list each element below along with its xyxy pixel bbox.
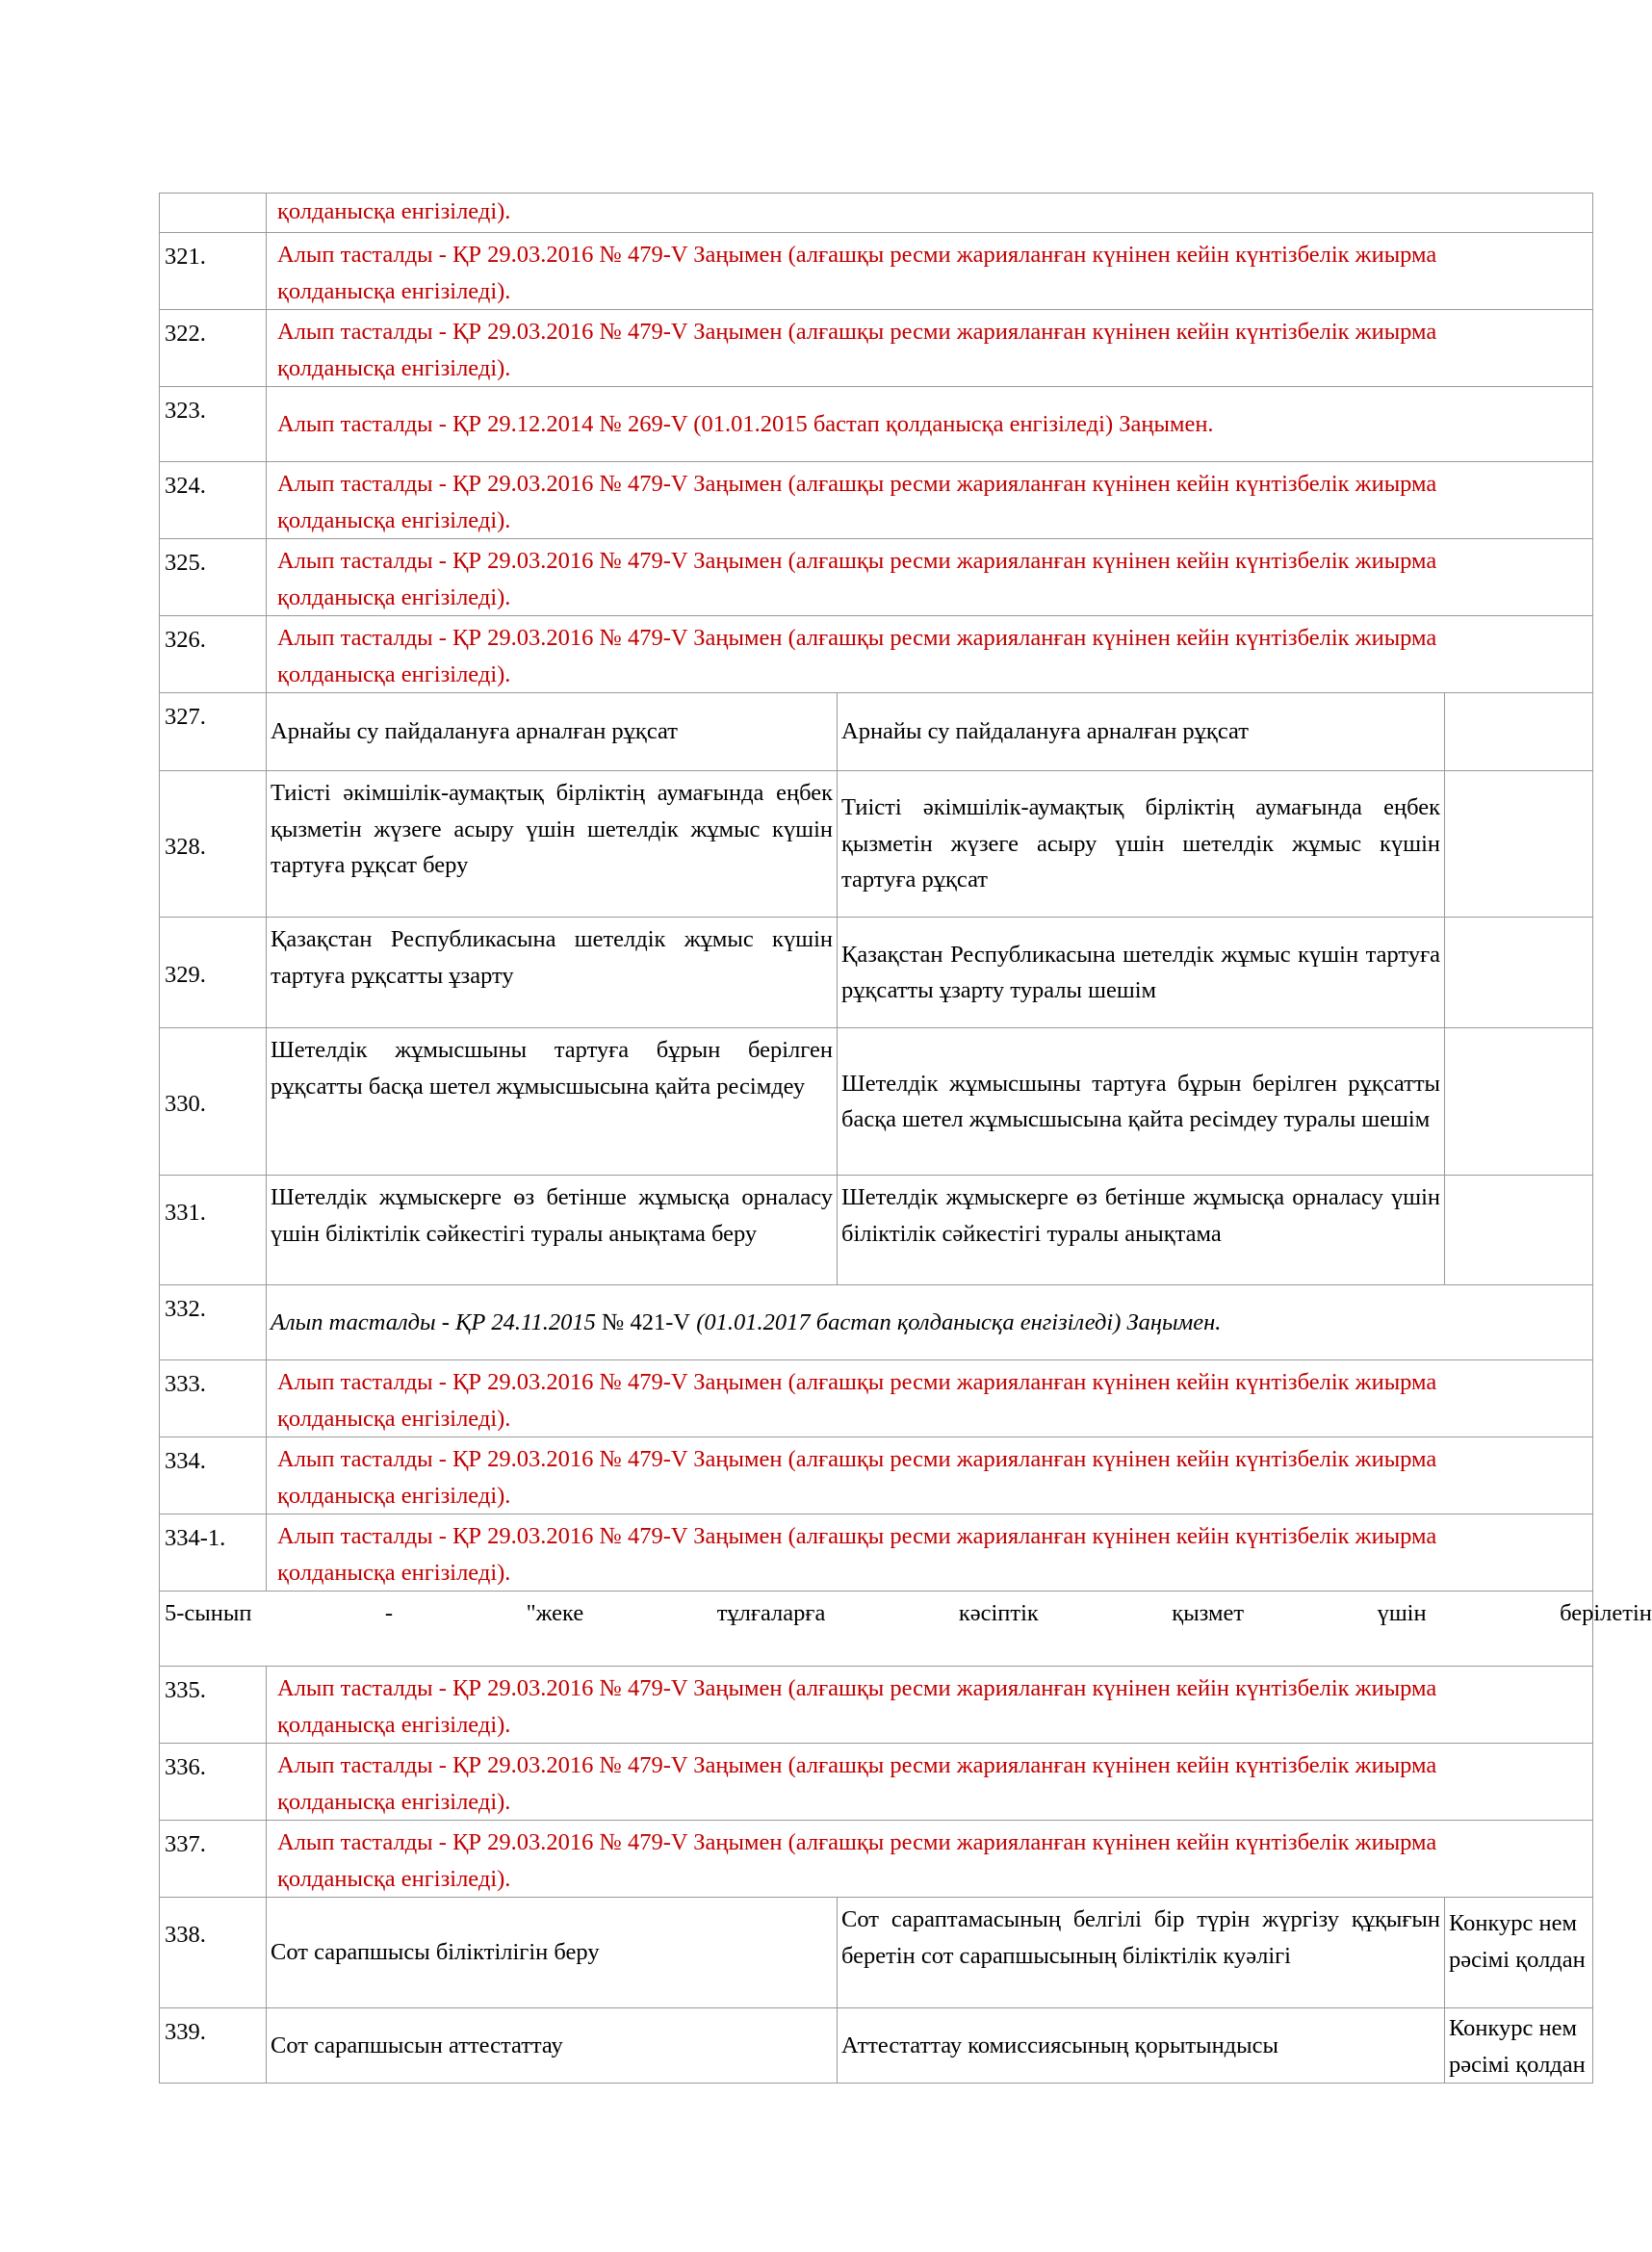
table-row [160,918,1593,1028]
service-name: Арнайы су пайдалануға арналған рұқсат [267,693,838,771]
deleted-note [267,310,1593,387]
row-number: 334-1. [160,1514,267,1592]
deleted-note-line: Алып тасталды - ҚР 29.03.2016 № 479-V Заңымен (алғашқы ресми жарияланған күнінен кейін күнтізбелік жиырма [277,1369,1437,1395]
deleted-note [267,1437,1593,1514]
deleted-note [267,1360,1593,1437]
result-document: Аттестаттау комиссиясының қорытындысы [838,2008,1445,2084]
deleted-note [267,1514,1593,1592]
row-number: 329. [160,918,267,1028]
remark-line: Конкурс нем [1449,2015,1578,2041]
deleted-note-line: Алып тасталды - ҚР 29.03.2016 № 479-V Заңымен (алғашқы ресми жарияланған күнінен кейін күнтізбелік жиырма [277,242,1437,268]
table-row [160,1028,1593,1176]
result-document: Қазақстан Республикасына шетелдік жұмыс күшін тартуға рұқсатты ұзарту туралы шешім [838,918,1445,1028]
remark-line: Конкурс нем [1449,1910,1578,1936]
law-number: № 421-V [601,1308,691,1335]
row-number: 339. [160,2008,267,2084]
service-name: Сот сарапшысы біліктілігін беру [267,1898,838,2008]
service-name: Шетелдік жұмысшыны тартуға бұрын берілген рұқсатты басқа шетел жұмысшысына қайта ресімдеу [267,1028,838,1176]
deleted-note [267,462,1593,539]
result-document: Тиісті әкімшілік-аумақтық бірліктің аумағында еңбек қызметін жүзеге асыру үшін шетелдік жұмыс күшін тартуға рұқсат [838,771,1445,918]
service-name: Шетелдік жұмыскерге өз бетінше жұмысқа орналасу үшін біліктілік сәйкестігі туралы анықтама беру [267,1176,838,1285]
permits-table [159,193,1652,2084]
service-name: Тиісті әкімшілік-аумақтық бірліктің аумағында еңбек қызметін жүзеге асыру үшін шетелдік жұмыс күшін тартуға рұқсат беру [267,771,838,918]
row-number: 324. [160,462,267,539]
table-row [160,310,1593,387]
service-name: Сот сарапшысын аттестаттау [267,2008,838,2084]
class-heading-word: берілетін [1560,1600,1652,1626]
deleted-note: қолданысқа енгізіледі). [267,194,1593,233]
class-heading-row [160,1592,1593,1667]
row-number: 337. [160,1821,267,1898]
deleted-note-line: қолданысқа енгізіледі). [277,354,511,381]
table-row [160,693,1593,771]
deleted-note-line: қолданысқа енгізіледі). [277,1788,511,1815]
table-row [160,1514,1593,1592]
remark-line: рәсімі қолдан [1449,1946,1586,1973]
table-row [160,2008,1593,2084]
remark-line: рәсімі қолдан [1449,2051,1586,2078]
class-heading-word: 5-сынып [165,1600,252,1626]
class-heading-word: "жеке [526,1600,584,1626]
table-row [160,1285,1593,1360]
deleted-note-line: Алып тасталды - ҚР 29.03.2016 № 479-V Заңымен (алғашқы ресми жарияланған күнінен кейін күнтізбелік жиырма [277,1675,1437,1701]
deleted-note-italic [267,1285,1593,1360]
deleted-note [267,233,1593,310]
deleted-note-line: Алып тасталды - ҚР 29.03.2016 № 479-V Заңымен (алғашқы ресми жарияланған күнінен кейін күнтізбелік жиырма [277,1752,1437,1778]
deleted-note-line: қолданысқа енгізіледі). [277,1711,511,1738]
row-number: 327. [160,693,267,771]
deleted-note [267,616,1593,693]
row-number: 326. [160,616,267,693]
class-heading-word: қызмет [1172,1600,1245,1626]
class-heading-word: үшін [1377,1600,1427,1626]
deleted-note-part: (01.01.2017 бастап қолданысқа енгізіледі) Заңымен. [690,1308,1222,1335]
deleted-note [267,1744,1593,1821]
row-number: 330. [160,1028,267,1176]
empty-cell [1445,1176,1593,1285]
deleted-note-line: Алып тасталды - ҚР 29.03.2016 № 479-V Заңымен (алғашқы ресми жарияланған күнінен кейін күнтізбелік жиырма [277,548,1437,574]
row-number: 331. [160,1176,267,1285]
deleted-note-line: қолданысқа енгізіледі). [277,506,511,533]
deleted-note-line: қолданысқа енгізіледі). [277,1865,511,1892]
empty-cell [1445,918,1593,1028]
row-number [160,194,267,233]
row-number: 322. [160,310,267,387]
deleted-note-line: қолданысқа енгізіледі). [277,660,511,687]
class-heading [160,1592,1652,1667]
row-number: 333. [160,1360,267,1437]
table-row [160,1360,1593,1437]
table-row [160,387,1593,462]
deleted-note [267,1667,1593,1744]
row-number: 323. [160,387,267,462]
table-row [160,1667,1593,1744]
row-number: 325. [160,539,267,616]
table-row [160,771,1593,918]
result-document: Арнайы су пайдалануға арналған рұқсат [838,693,1445,771]
result-document: Шетелдік жұмыскерге өз бетінше жұмысқа орналасу үшін біліктілік сәйкестігі туралы анықтама [838,1176,1445,1285]
table-row [160,539,1593,616]
result-document: Сот сараптамасының белгілі бір түрін жүргізу құқығын беретін сот сарапшысының біліктілік куәлігі [838,1898,1445,2008]
table-row [160,1898,1593,2008]
row-number: 328. [160,771,267,918]
deleted-note-line: Алып тасталды - ҚР 29.03.2016 № 479-V Заңымен (алғашқы ресми жарияланған күнінен кейін күнтізбелік жиырма [277,471,1437,497]
class-heading-word: - [384,1600,394,1626]
deleted-note-line: Алып тасталды - ҚР 29.03.2016 № 479-V Заңымен (алғашқы ресми жарияланған күнінен кейін күнтізбелік жиырма [277,625,1437,651]
deleted-note-line: қолданысқа енгізіледі). [277,1559,511,1586]
row-number: 336. [160,1744,267,1821]
empty-cell [1445,771,1593,918]
remark-cell [1445,1898,1593,2008]
table-row [160,1744,1593,1821]
row-number: 338. [160,1898,267,2008]
row-number: 335. [160,1667,267,1744]
table-row [160,194,1593,233]
row-number: 321. [160,233,267,310]
table-row [160,1176,1593,1285]
deleted-note-part: Алып тасталды - ҚР 24.11.2015 [271,1308,602,1335]
row-number: 332. [160,1285,267,1360]
class-heading-word: кәсіптік [958,1600,1039,1626]
table-row [160,462,1593,539]
empty-cell [1445,1028,1593,1176]
deleted-note-line: қолданысқа енгізіледі). [277,1482,511,1509]
deleted-note [267,1821,1593,1898]
class-heading-word: тұлғаларға [716,1600,826,1626]
deleted-note [267,539,1593,616]
deleted-note-line: Алып тасталды - ҚР 29.03.2016 № 479-V Заңымен (алғашқы ресми жарияланған күнінен кейін күнтізбелік жиырма [277,1829,1437,1855]
deleted-note: Алып тасталды - ҚР 29.12.2014 № 269-V (01.01.2015 бастап қолданысқа енгізіледі) Заңымен. [267,387,1593,462]
row-number: 334. [160,1437,267,1514]
deleted-note-line: Алып тасталды - ҚР 29.03.2016 № 479-V Заңымен (алғашқы ресми жарияланған күнінен кейін күнтізбелік жиырма [277,1523,1437,1549]
service-name: Қазақстан Республикасына шетелдік жұмыс күшін тартуға рұқсатты ұзарту [267,918,838,1028]
deleted-note-line: қолданысқа енгізіледі). [277,583,511,610]
empty-cell [1445,693,1593,771]
deleted-note-line: қолданысқа енгізіледі). [277,1405,511,1432]
table-row [160,1437,1593,1514]
table-row [160,1821,1593,1898]
deleted-note-line: қолданысқа енгізіледі). [277,277,511,304]
table-row [160,616,1593,693]
deleted-note-line: Алып тасталды - ҚР 29.03.2016 № 479-V Заңымен (алғашқы ресми жарияланған күнінен кейін күнтізбелік жиырма [277,1446,1437,1472]
table-row [160,233,1593,310]
remark-cell [1445,2008,1593,2084]
deleted-note-line: Алып тасталды - ҚР 29.03.2016 № 479-V Заңымен (алғашқы ресми жарияланған күнінен кейін күнтізбелік жиырма [277,319,1437,345]
result-document: Шетелдік жұмысшыны тартуға бұрын берілген рұқсатты басқа шетел жұмысшысына қайта ресімдеу туралы шешім [838,1028,1445,1176]
